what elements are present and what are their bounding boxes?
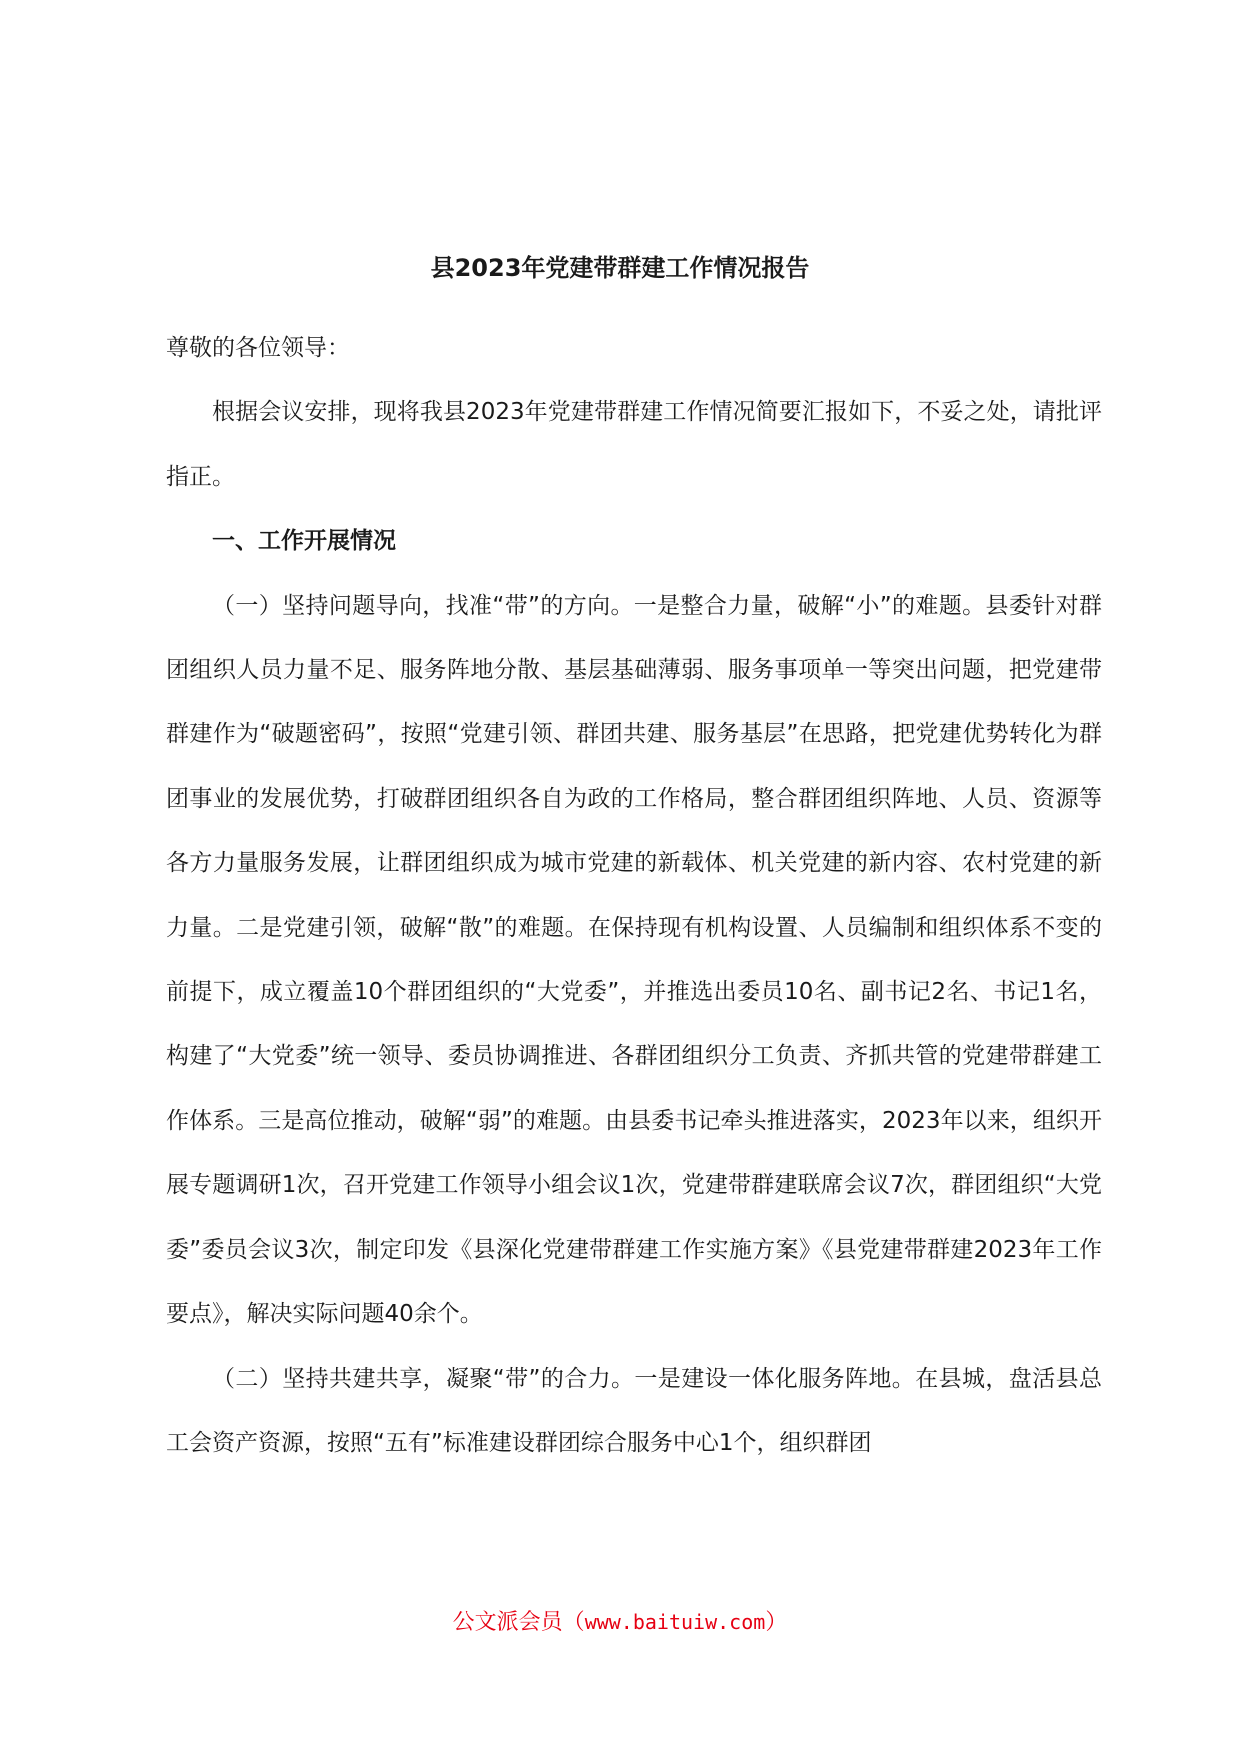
salutation: 尊敬的各位领导： <box>166 335 350 361</box>
footer-watermark <box>0 1607 1240 1638</box>
footer-label: 公文派会员（ <box>452 1610 585 1635</box>
document-body <box>166 316 1102 1475</box>
body-paragraph-2: （二）坚持共建共享，凝聚“带”的合力。一是建设一体化服务阵地。在县城，盘活县总工会资产资源，按照“五有”标准建设群团综合服务中心1个，组织群团 <box>166 1365 1102 1456</box>
footer-url-link[interactable]: www.baituiw.com <box>584 1610 766 1634</box>
document-title: 县2023年党建带群建工作情况报告 <box>430 254 810 282</box>
section-heading: 一、工作开展情况 <box>212 528 396 555</box>
body-paragraph-1: （一）坚持问题导向，找准“带”的方向。一是整合力量，破解“小”的难题。县委针对群团组织人员力量不足、服务阵地分散、基层基础薄弱、服务事项单一等突出问题，把党建带群建作为“破题密码”，按照“党建引领、群团共建、服务基层”在思路，把党建优势转化为群团事业的发展优势，打破群团组织各自为政的工作格局，整合群团组织阵地、人员、资源等各方力量服务发展，让群团组织成为城市党建的新载体、机关党建的新内容、农村党建的新力量。二是党建引领，破解“散”的难题。在保持现有机构设置、人员编制和组织体系不变的前提下，成立覆盖10个群团组织的“大党委”，并推选出委员10名、副书记2名、书记1名，构建了“大党委”统一领导、委员协调推进、各群团组织分工负责、齐抓共管的党建带群建工作体系。三是高位推动，破解“弱”的难题。由县委书记牵头推进落实，2023年以来，组织开展专题调研1次，召开党建工作领导小组会议1次，党建带群建联席会议7次，群团组织“大党委”委员会议3次，制定印发《县深化党建带群建工作实施方案》《县党建带群建2023年工作要点》，解决实际问题40余个。 <box>166 592 1102 1328</box>
footer-close: ） <box>765 1610 788 1635</box>
intro-paragraph: 根据会议安排，现将我县2023年党建带群建工作情况简要汇报如下，不妥之处，请批评指正。 <box>166 399 1102 490</box>
